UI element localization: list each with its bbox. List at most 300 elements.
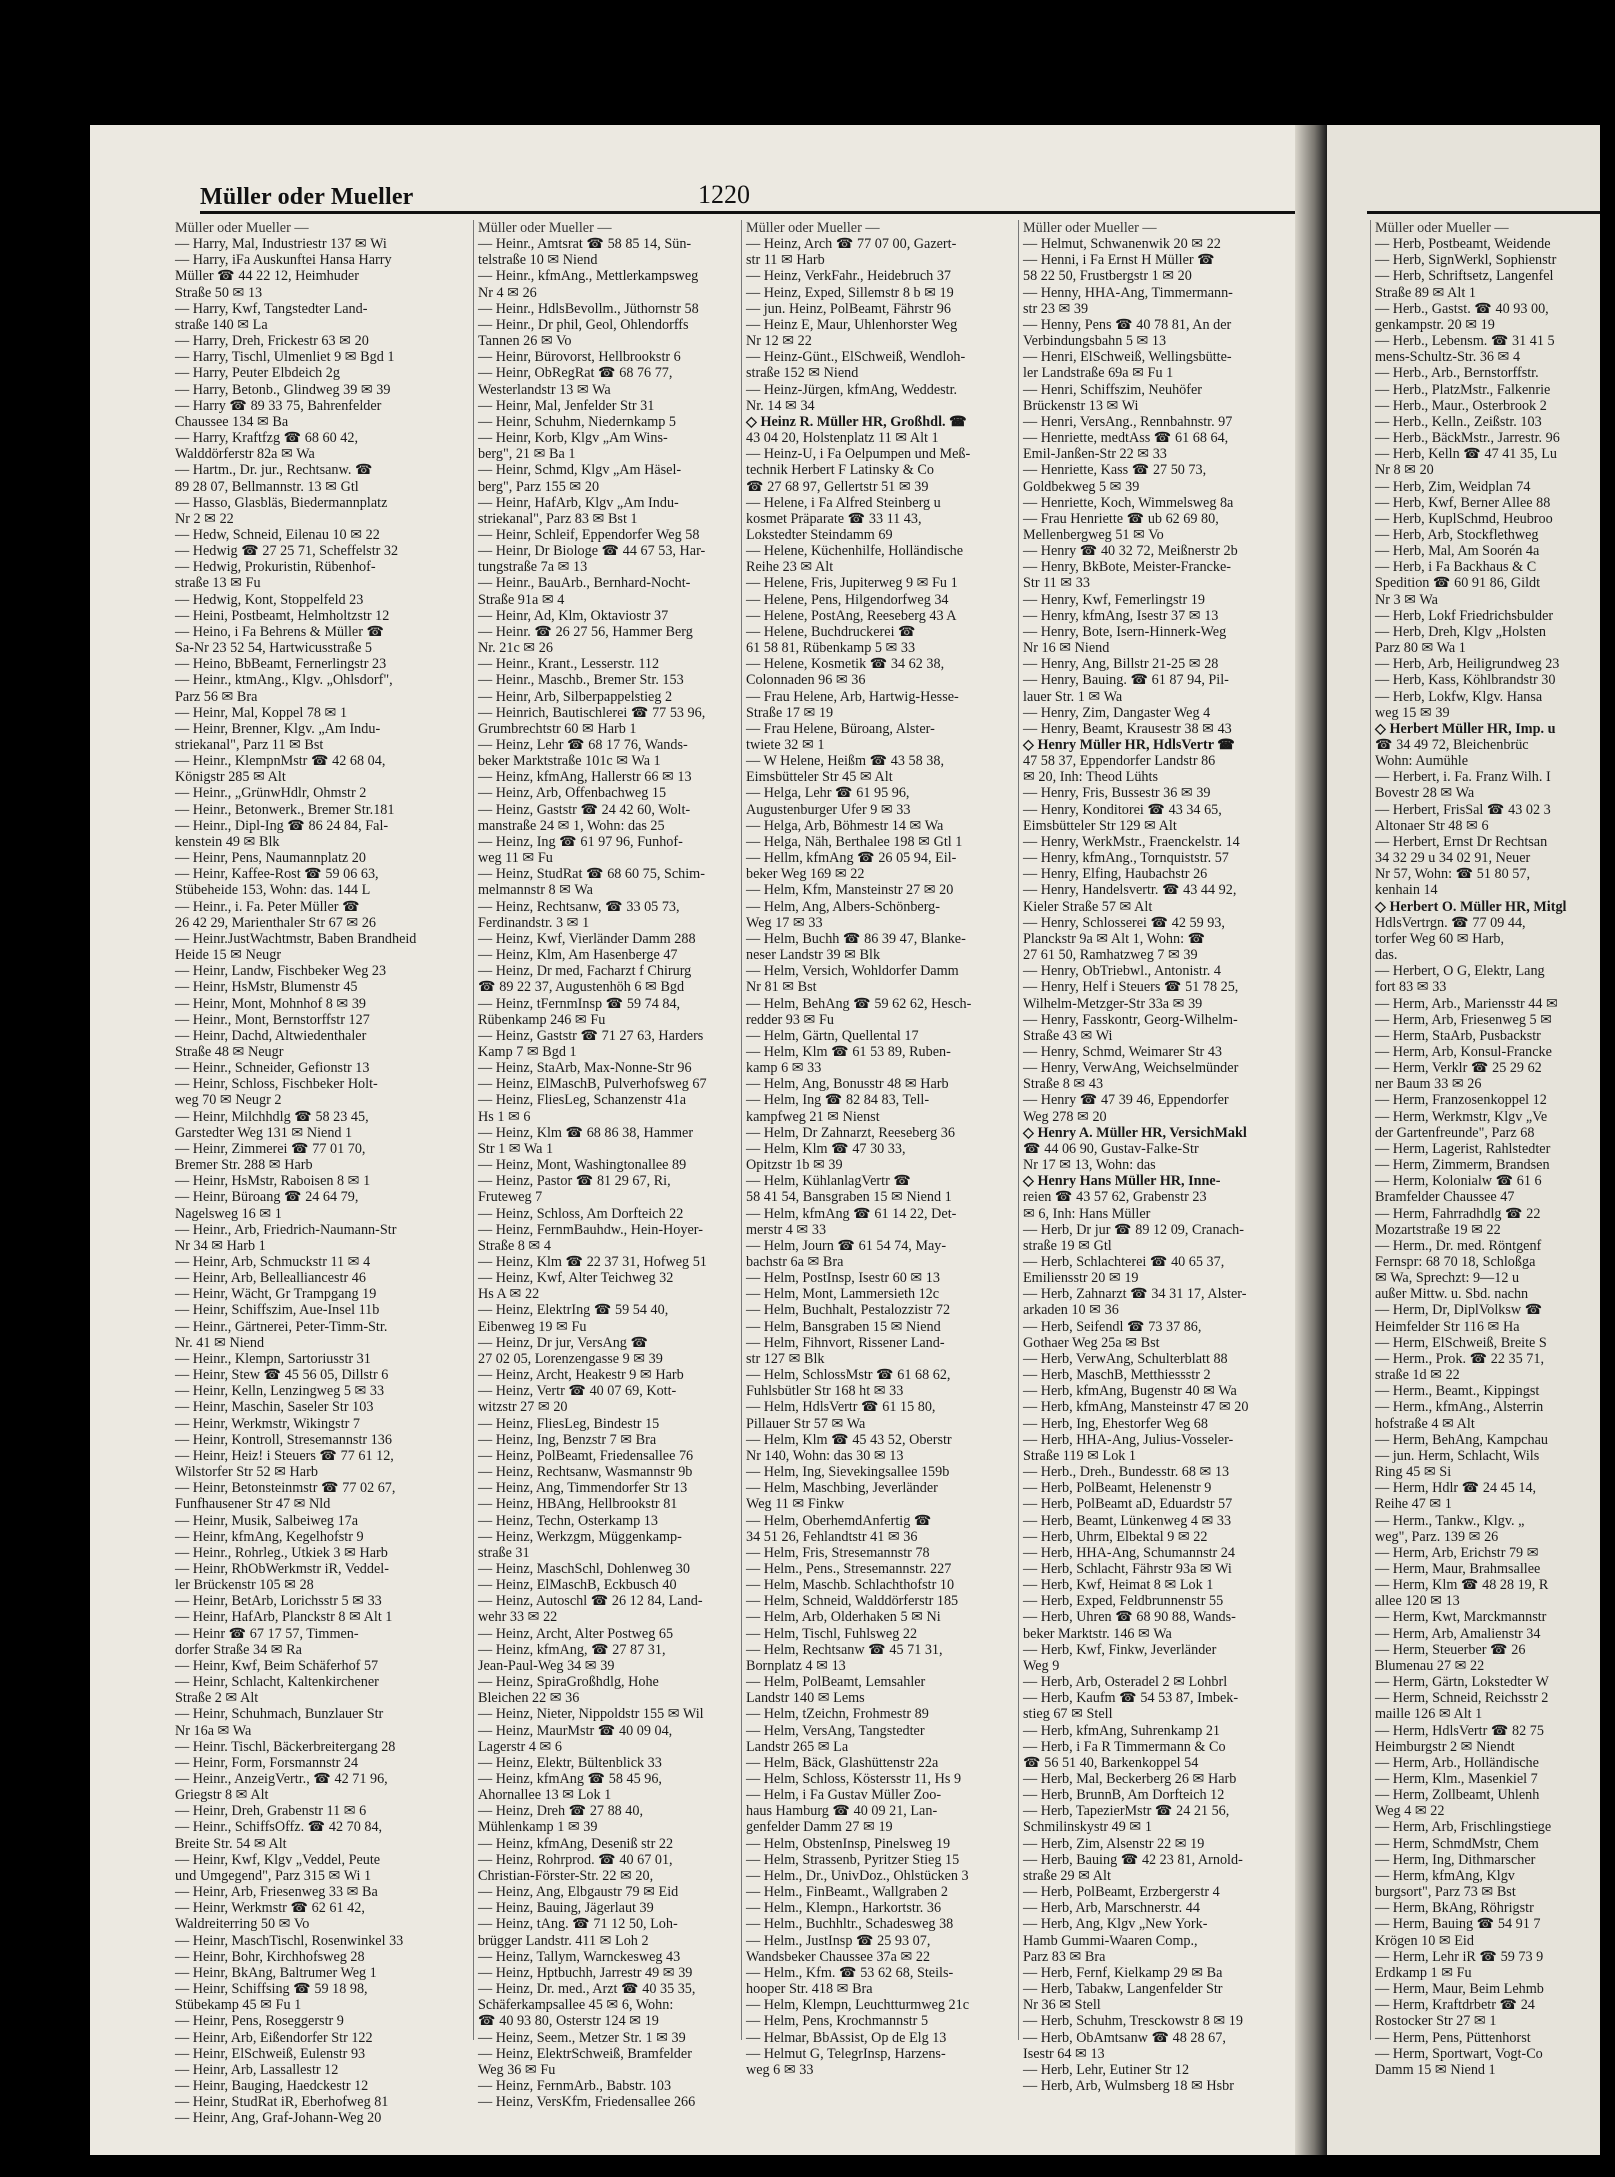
directory-entry: — Heinr, Zimmerei ☎ 77 01 70, [175, 1140, 366, 1157]
directory-entry: — Harry, Dreh, Frickestr 63 ✉ 20 [175, 333, 369, 350]
directory-entry: — Heinr, Arb, Eißendorfer Str 122 [175, 2029, 373, 2046]
directory-entry: berg", 21 ✉ Ba 1 [478, 446, 576, 463]
directory-entry: — Heinr, Maschin, Saseler Str 103 [175, 1399, 374, 1416]
directory-entry: — Herb, Beamt, Lünkenweg 4 ✉ 33 [1023, 1512, 1232, 1529]
directory-entry: Hamb Gummi-Waaren Comp., [1023, 1932, 1198, 1949]
directory-entry: — Herm, Kwt, Marckmannstr [1375, 1609, 1547, 1626]
directory-entry: 47 58 37, Eppendorfer Landstr 86 [1023, 753, 1216, 770]
directory-entry: — Heinr, Schloss, Fischbeker Holt- [175, 1076, 378, 1093]
directory-entry: Stübeheide 153, Wohn: das. 144 L [175, 882, 371, 899]
directory-entry: — Herb, Arb, Heiligrundweg 23 [1375, 656, 1560, 673]
directory-entry: kamp 6 ✉ 33 [746, 1060, 822, 1077]
directory-entry: — Heinz, Tallym, Warnckesweg 43 [478, 1948, 681, 1965]
directory-entry: — Helmar, BbAssist, Op de Elg 13 [746, 2029, 947, 2046]
directory-entry: — Heinr, Schlacht, Kaltenkirchener [175, 1674, 379, 1691]
directory-entry: — W Helene, Heißm ☎ 43 58 38, [746, 753, 945, 770]
directory-entry: striekanal", Parz 11 ✉ Bst [175, 737, 324, 753]
directory-entry: — Heinz, Arch ☎ 77 07 00, Gazert- [746, 236, 957, 253]
directory-entry: — Herb, Zahnarzt ☎ 34 31 17, Alster- [1023, 1286, 1247, 1303]
directory-entry: — Hellm, kfmAng ☎ 26 05 94, Eil- [746, 850, 957, 867]
directory-entry: Kamp 7 ✉ Bgd 1 [478, 1043, 577, 1060]
directory-entry: — Heinz, Elektr, Bültenblick 33 [478, 1754, 662, 1771]
directory-entry: — Heinz, Bauing, Jägerlaut 39 [478, 1900, 654, 1917]
directory-entry: Walddörferstr 82a ✉ Wa [175, 446, 315, 463]
directory-entry: Müller oder Mueller — [175, 220, 309, 236]
directory-entry: — Herm, Arb, Friesenweg 5 ✉ [1375, 1011, 1552, 1028]
directory-entry: fort 83 ✉ 33 [1375, 979, 1447, 996]
directory-entry: — Heinz, MaschSchl, Dohlenweg 30 [478, 1560, 690, 1577]
directory-entry: — Heinrich, Bautischlerei ☎ 77 53 96, [478, 704, 706, 721]
directory-entry: — Herb, Lokfw, Klgv. Hansa [1375, 688, 1543, 705]
directory-entry: Nr 81 ✉ Bst [746, 979, 817, 996]
directory-entry: — Herm, Fahrradhdlg ☎ 22 [1375, 1205, 1541, 1222]
directory-entry: Müller oder Mueller — [1375, 220, 1509, 236]
directory-entry: — Heinz E, Maur, Uhlenhorster Weg [746, 316, 958, 333]
directory-entry: Reihe 47 ✉ 1 [1375, 1496, 1452, 1513]
directory-entry: Schmilinskystr 49 ✉ 1 [1023, 1819, 1152, 1836]
directory-entry: — Herm, Sportwart, Vogt-Co [1375, 2045, 1543, 2062]
directory-entry: — Heinr, Kwf, Klgv „Veddel, Peute [175, 1851, 381, 1868]
directory-entry: — Heino, i Fa Behrens & Müller ☎ [175, 623, 385, 640]
directory-entry: — Helm., Klempn., Harkortstr. 36 [746, 1900, 942, 1917]
directory-entry: — Heini, Postbeamt, Helmholtzstr 12 [175, 607, 390, 624]
directory-entry: — Henry, VerwAng, Weichselmünder [1023, 1060, 1239, 1077]
directory-entry: Chaussee 134 ✉ Ba [175, 413, 289, 430]
directory-entry: ler Landstraße 69a ✉ Fu 1 [1023, 365, 1174, 382]
directory-entry: ☎ 27 68 97, Gellertstr 51 ✉ 39 [746, 478, 929, 495]
directory-entry: — Heinr., Klempn, Sartoriusstr 31 [175, 1350, 371, 1367]
directory-entry: ler Brückenstr 105 ✉ 28 [175, 1577, 314, 1594]
directory-entry: — Herb, SignWerkl, Sophienstr [1375, 252, 1557, 269]
directory-entry: — Henry, Schlosserei ☎ 42 59 93, [1023, 914, 1225, 931]
directory-entry: — Herm, BkAng, Röhrigstr [1375, 1900, 1534, 1917]
book-gutter [1295, 125, 1327, 2155]
directory-entry: — Hedw, Schneid, Eilenau 10 ✉ 22 [175, 526, 380, 543]
directory-entry: — Heinr, Milchhdlg ☎ 58 23 45, [175, 1108, 369, 1125]
directory-entry: — Henry, Ang, Billstr 21-25 ✉ 28 [1023, 656, 1219, 673]
directory-entry: das. [1375, 947, 1398, 964]
directory-entry: — Heinr, Bohr, Kirchhofsweg 28 [175, 1948, 365, 1965]
directory-entry: — Heinz, StaArb, Max-Nonne-Str 96 [478, 1060, 692, 1077]
directory-entry: straße 1d ✉ 22 [1375, 1367, 1460, 1384]
directory-entry: — Heinr, Pens, Naumannplatz 20 [175, 850, 366, 867]
directory-entry: 58 41 54, Bansgraben 15 ✉ Niend 1 [746, 1189, 952, 1206]
directory-entry: Breite Str. 54 ✉ Alt [175, 1835, 287, 1852]
directory-entry: — Henry, Fasskontr, Georg-Wilhelm- [1023, 1011, 1238, 1028]
directory-entry: ◇ Herbert O. Müller HR, Mitgl [1375, 898, 1567, 915]
directory-entry: — Herb, i Fa Backhaus & C [1375, 559, 1537, 576]
directory-entry: — Helene, Küchenhilfe, Holländische [746, 543, 964, 560]
directory-columns [175, 220, 1295, 2127]
directory-entry: — Heinr ☎ 67 17 57, Timmen- [175, 1625, 359, 1642]
directory-entry: Nr 57, Wohn: ☎ 51 80 57, [1375, 866, 1530, 883]
directory-entry: Straße 119 ✉ Lok 1 [1023, 1447, 1137, 1464]
directory-entry: — Heinz, Schloss, Am Dorfteich 22 [478, 1205, 684, 1222]
directory-entry: — Heinr, HafArb, Klgv „Am Indu- [478, 494, 679, 511]
directory-entry: Straße 89 ✉ Alt 1 [1375, 284, 1476, 301]
directory-entry: Altonaer Str 48 ✉ 6 [1375, 817, 1489, 834]
directory-entry: — Herb, Dr jur ☎ 89 12 09, Cranach- [1023, 1221, 1244, 1238]
directory-entry: — Herm., Prok. ☎ 22 35 71, [1375, 1350, 1544, 1367]
directory-entry: — Henry, Beamt, Krausestr 38 ✉ 43 [1023, 720, 1232, 737]
directory-entry: — Herm, Pens, Püttenhorst [1375, 2029, 1531, 2046]
directory-entry: — Herb, Schlacht, Fährstr 93a ✉ Wi [1023, 1560, 1232, 1577]
directory-entry: — Herb, i Fa R Timmermann & Co [1023, 1738, 1226, 1755]
directory-entry: Königstr 285 ✉ Alt [175, 769, 286, 786]
directory-entry: — Helm, Ang, Bonusstr 48 ✉ Harb [746, 1076, 949, 1093]
directory-entry: Parz 56 ✉ Bra [175, 688, 258, 705]
directory-entry: — Herb, Zim, Alsenstr 22 ✉ 19 [1023, 1835, 1205, 1852]
directory-entry: kampfweg 21 ✉ Nienst [746, 1108, 880, 1125]
directory-entry: — Helm, Klempn, Leuchtturmweg 21c [746, 1997, 970, 2014]
directory-entry: Fruteweg 7 [478, 1189, 543, 1206]
directory-entry: — Helene, Fris, Jupiterweg 9 ✉ Fu 1 [746, 575, 958, 592]
directory-entry: — Herb., Lebensm. ☎ 31 41 5 [1375, 333, 1555, 350]
directory-column-2 [473, 220, 746, 2111]
directory-entry: Wilhelm-Metzger-Str 33a ✉ 39 [1023, 995, 1203, 1012]
directory-entry: — Heinz, Pastor ☎ 81 29 67, Ri, [478, 1173, 671, 1190]
directory-entry: — Herm, Lagerist, Rahlstedter [1375, 1140, 1551, 1157]
directory-entry: Straße 17 ✉ 19 [746, 704, 834, 721]
directory-entry: — Heinz, HBAng, Hellbrookstr 81 [478, 1496, 678, 1513]
directory-entry: Rübenkamp 246 ✉ Fu [478, 1011, 606, 1028]
directory-entry: Nr 2 ✉ 22 [175, 510, 234, 527]
directory-entry: — Heinr, BkAng, Baltrumer Weg 1 [175, 1964, 377, 1981]
directory-entry: — Helm, kfmAng ☎ 61 14 22, Det- [746, 1205, 957, 1222]
directory-entry: Brückenstr 13 ✉ Wi [1023, 397, 1139, 414]
directory-entry: Planckstr 9a ✉ Alt 1, Wohn: ☎ [1023, 930, 1206, 947]
directory-entry: ◇ Herbert Müller HR, Imp. u [1375, 720, 1556, 737]
directory-entry: — Herm, Bauing ☎ 54 91 7 [1375, 1916, 1541, 1933]
directory-entry: — Herm, StaArb, Pusbackstr [1375, 1027, 1541, 1044]
directory-entry: — Henry ☎ 40 32 72, Meißnerstr 2b [1023, 543, 1238, 560]
directory-entry: — Heinz, Klm, Am Hasenberge 47 [478, 947, 678, 964]
directory-entry: — Heinr., Rohrleg., Utkiek 3 ✉ Harb [175, 1544, 388, 1561]
directory-entry: Funfhausener Str 47 ✉ Nld [175, 1496, 331, 1513]
directory-entry: — Helm, VersAng, Tangstedter [746, 1722, 925, 1739]
directory-entry: Nr 3 ✉ Wa [1375, 591, 1438, 608]
directory-entry: — Herb, VerwAng, Schulterblatt 88 [1023, 1350, 1228, 1367]
directory-entry: — Herb, Lehr, Eutiner Str 12 [1023, 2061, 1190, 2078]
directory-entry: — Heinr, Schleif, Eppendorfer Weg 58 [478, 526, 700, 543]
directory-entry: — Herm, Arb., Mariensstr 44 ✉ [1375, 995, 1558, 1012]
directory-entry: arkaden 10 ✉ 36 [1023, 1302, 1119, 1319]
directory-entry: — jun. Heinz, PolBeamt, Fährstr 96 [746, 300, 951, 317]
directory-entry: — Herm, Zimmerm, Brandsen [1375, 1157, 1550, 1174]
directory-entry: beker Marktstraße 101c ✉ Wa 1 [478, 753, 661, 770]
directory-entry: Ahornallee 13 ✉ Lok 1 [478, 1787, 612, 1804]
directory-entry: — Heinr, Korb, Klgv „Am Wins- [478, 430, 668, 447]
directory-entry: — Helm, Ing, Sievekingsallee 159b [746, 1464, 950, 1481]
directory-entry: — Helmut, Schwanenwik 20 ✉ 22 [1023, 236, 1221, 253]
directory-entry: Eibenweg 19 ✉ Fu [478, 1318, 587, 1335]
directory-entry: maille 126 ✉ Alt 1 [1375, 1706, 1483, 1723]
directory-entry: — Herb., Kelln., Zeißstr. 103 [1375, 413, 1542, 430]
directory-entry: außer Mittw. u. Sbd. nachn [1375, 1286, 1529, 1303]
directory-entry: Bleichen 22 ✉ 36 [478, 1690, 580, 1707]
directory-entry: Müller oder Mueller — [746, 220, 880, 236]
directory-entry: — Helene, PostAng, Reeseberg 43 A [746, 607, 957, 624]
directory-entry: weg 11 ✉ Fu [478, 850, 553, 867]
directory-entry: — Heinr, Landw, Fischbeker Weg 23 [175, 963, 387, 980]
directory-entry: — Helm, Buchhalt, Pestalozzistr 72 [746, 1302, 951, 1319]
directory-entry: — Henry, Bauing. ☎ 61 87 94, Pil- [1023, 672, 1229, 689]
directory-entry: — Herb., Maur., Osterbrook 2 [1375, 397, 1547, 414]
directory-column-4 [1018, 220, 1291, 2094]
directory-entry: Wandsbeker Chaussee 37a ✉ 22 [746, 1948, 931, 1965]
directory-column-3 [741, 220, 1014, 2078]
directory-entry: — Heinz, Rechtsanw, ☎ 33 05 73, [478, 898, 680, 915]
directory-entry: — Heinz, Seem., Metzer Str. 1 ✉ 39 [478, 2029, 686, 2046]
directory-entry: — Henry, Helf i Steuers ☎ 51 78 25, [1023, 979, 1239, 996]
directory-entry: Krögen 10 ✉ Eid [1375, 1932, 1474, 1949]
directory-entry: — Heinz, Archt, Heakestr 9 ✉ Harb [478, 1367, 684, 1384]
directory-entry: — Heinr., Krant., Lesserstr. 112 [478, 656, 660, 673]
directory-entry: str 127 ✉ Blk [746, 1350, 825, 1367]
directory-entry: — Helm, Bäck, Glashüttenstr 22a [746, 1754, 939, 1771]
directory-entry: 61 58 81, Rübenkamp 5 ✉ 33 [746, 640, 916, 657]
directory-entry: — Herb, Bauing ☎ 42 23 81, Arnold- [1023, 1851, 1243, 1868]
directory-entry: striekanal", Parz 83 ✉ Bst 1 [478, 510, 638, 527]
directory-entry: ✉ Wa, Sprechzt: 9—12 u [1375, 1270, 1520, 1287]
directory-entry: — Heinz, Arb, Offenbachweg 15 [478, 785, 667, 802]
directory-entry: — Heinz, Dreh ☎ 27 88 40, [478, 1803, 644, 1820]
directory-entry: — Heinz, ElektrSchweiß, Bramfelder [478, 2045, 692, 2062]
directory-entry: torfer Weg 60 ✉ Harb, [1375, 930, 1505, 947]
directory-entry: weg", Parz. 139 ✉ 26 [1375, 1528, 1499, 1545]
directory-entry: — Herbert, Ernst Dr Rechtsan [1375, 833, 1548, 850]
directory-entry: — Heinr., BauArb., Bernhard-Nocht- [478, 575, 691, 592]
directory-entry: Erdkamp 1 ✉ Fu [1375, 1964, 1472, 1981]
directory-entry: der Gartenfreunde", Parz 68 [1375, 1124, 1535, 1141]
directory-entry: — Helm, Strassenb, Pyritzer Stieg 15 [746, 1851, 960, 1868]
directory-entry: — Herm, BehAng, Kampchau [1375, 1431, 1548, 1448]
directory-entry: — Herm, HdlsVertr ☎ 82 75 [1375, 1722, 1544, 1739]
directory-entry: — Herm, Arb, Amalienstr 34 [1375, 1625, 1541, 1642]
directory-entry: — Herb, Postbeamt, Weidende [1375, 236, 1551, 253]
directory-entry: Waldreiterring 50 ✉ Vo [175, 1916, 310, 1933]
directory-entry: — Helm, Maschb. Schlachthofstr 10 [746, 1577, 955, 1594]
directory-entry: — Harry ☎ 89 33 75, Bahrenfelder [175, 397, 382, 414]
directory-entry: — Herm, Zollbeamt, Uhlenh [1375, 1787, 1540, 1804]
directory-entry: stieg 67 ✉ Stell [1023, 1706, 1113, 1723]
directory-entry: — Heinz, PolBeamt, Friedensallee 76 [478, 1447, 694, 1464]
directory-entry: — Henry, kfmAng., Tornquiststr. 57 [1023, 850, 1229, 867]
directory-entry: — Heinz, Kwf, Alter Teichweg 32 [478, 1270, 674, 1287]
directory-entry: — Herm, Arb, Konsul-Francke [1375, 1043, 1552, 1060]
directory-entry: — Frau Helene, Büroang, Alster- [746, 720, 935, 737]
directory-entry: dorfer Straße 34 ✉ Ra [175, 1641, 302, 1658]
directory-entry: — Herb, Kwf, Heimat 8 ✉ Lok 1 [1023, 1577, 1214, 1594]
directory-entry: — Heinr, HsMstr, Raboisen 8 ✉ 1 [175, 1173, 371, 1190]
directory-entry: merstr 4 ✉ 33 [746, 1221, 827, 1238]
directory-entry: — Heinz, FernmBauhdw., Hein-Hoyer- [478, 1221, 703, 1238]
directory-entry: — Heinz, Dr jur, VersAng ☎ [478, 1334, 649, 1351]
directory-entry: — Herm, Lehr iR ☎ 59 73 9 [1375, 1948, 1544, 1965]
directory-entry: neser Landstr 39 ✉ Blk [746, 947, 881, 964]
directory-entry: — Herb, Uhrm, Elbektal 9 ✉ 22 [1023, 1528, 1208, 1545]
directory-entry: — Heinz, Hptbuchh, Jarrestr 49 ✉ 39 [478, 1964, 693, 1981]
directory-entry: — Heinr, Kelln, Lenzingweg 5 ✉ 33 [175, 1383, 385, 1400]
directory-entry: — Heinz, Vertr ☎ 40 07 69, Kott- [478, 1383, 677, 1400]
directory-entry: Mozartstraße 19 ✉ 22 [1375, 1221, 1501, 1238]
directory-entry: ◇ Henry A. Müller HR, VersichMakl [1023, 1124, 1247, 1141]
directory-entry: Opitzstr 1b ✉ 39 [746, 1157, 843, 1174]
directory-entry: — Herm, Werkmstr, Klgv „Ve [1375, 1108, 1548, 1125]
directory-entry: — Heinr, Kaffee-Rost ☎ 59 06 63, [175, 866, 379, 883]
directory-entry: — Henry, WerkMstr., Fraenckelstr. 14 [1023, 833, 1240, 850]
directory-entry: — Herm, Franzosenkoppel 12 [1375, 1092, 1547, 1109]
directory-entry: — Herm, Maur, Beim Lehmb [1375, 1981, 1544, 1998]
directory-entry: — Helm, ObstenInsp, Pinelsweg 19 [746, 1835, 951, 1852]
directory-entry: — Heinr, Kontroll, Stresemannstr 136 [175, 1431, 392, 1448]
directory-entry: — Herb, Schriftsetz, Langenfel [1375, 268, 1554, 285]
directory-entry: — Helga, Arb, Böhmestr 14 ✉ Wa [746, 817, 944, 834]
directory-entry: — Herb, Mal, Am Soorén 4a [1375, 543, 1540, 560]
directory-entry: — Heinz, ElektrIng ☎ 59 54 40, [478, 1302, 669, 1319]
directory-entry: — Herb, Kaufm ☎ 54 53 87, Imbek- [1023, 1690, 1239, 1707]
directory-entry: — jun. Herm, Schlacht, Wils [1375, 1447, 1540, 1464]
directory-entry: — Heinr, Musik, Salbeiweg 17a [175, 1512, 359, 1529]
directory-entry: — Herm, Kolonialw ☎ 61 6 [1375, 1173, 1542, 1190]
directory-entry: beker Marktstr. 146 ✉ Wa [1023, 1625, 1172, 1642]
directory-entry: Eimsbütteler Str 129 ✉ Alt [1023, 817, 1177, 834]
directory-entry: Damm 15 ✉ Niend 1 [1375, 2061, 1496, 2078]
directory-entry: — Helm., Kfm. ☎ 53 62 68, Steils- [746, 1964, 954, 1981]
directory-entry: Nr 12 ✉ 22 [746, 333, 812, 350]
directory-entry: Pillauer Str 57 ✉ Wa [746, 1415, 866, 1432]
directory-entry: Straße 8 ✉ 43 [1023, 1076, 1104, 1093]
directory-entry: — Henry ☎ 47 39 46, Eppendorfer [1023, 1092, 1229, 1109]
directory-entry: Sa-Nr 23 52 54, Hartwicusstraße 5 [175, 640, 373, 657]
directory-entry: Straße 8 ✉ 4 [478, 1237, 551, 1254]
directory-entry: — Herb., BäckMstr., Jarrestr. 96 [1375, 430, 1560, 447]
directory-entry: — Herb, Schlachterei ☎ 40 65 37, [1023, 1254, 1225, 1270]
directory-entry: redder 93 ✉ Fu [746, 1011, 834, 1028]
directory-entry: Str 1 ✉ Wa 1 [478, 1140, 554, 1157]
directory-entry: — Harry, iFa Auskunftei Hansa Harry [175, 252, 392, 269]
directory-entry: — Helm, Fris, Stresemannstr 78 [746, 1544, 930, 1561]
directory-entry: — Herm, Klm., Masenkiel 7 [1375, 1771, 1538, 1787]
directory-entry: Schäferkampsallee 45 ✉ 6, Wohn: [478, 1997, 674, 2014]
directory-entry: — Heinr., Schneider, Gefionstr 13 [175, 1060, 370, 1077]
directory-entry: — Heinz, Mont, Washingtonallee 89 [478, 1157, 687, 1174]
directory-entry: Nr 36 ✉ Stell [1023, 1997, 1101, 2014]
directory-entry: 34 51 26, Fehlandtstr 41 ✉ 36 [746, 1528, 918, 1545]
directory-entry: Nr 17 ✉ 13, Wohn: das [1023, 1157, 1156, 1174]
directory-entry: — Helm, i Fa Gustav Müller Zoo- [746, 1787, 942, 1804]
directory-entry: — Heinr, Mal, Koppel 78 ✉ 1 [175, 704, 348, 721]
directory-entry: Stübekamp 45 ✉ Fu 1 [175, 1997, 302, 2014]
directory-entry: reien ☎ 43 57 62, Grabenstr 23 [1023, 1189, 1207, 1206]
directory-entry: — Frau Helene, Arb, Hartwig-Hesse- [746, 688, 959, 705]
directory-entry: — Herb, ObAmtsanw ☎ 48 28 67, [1023, 2029, 1226, 2046]
directory-entry: — Heinr, BetArb, Lorichsstr 5 ✉ 33 [175, 1593, 382, 1610]
directory-entry: — Heinz, Autoschl ☎ 26 12 84, Land- [478, 1593, 703, 1610]
directory-entry: — Heinr, Mont, Mohnhof 8 ✉ 39 [175, 995, 367, 1012]
directory-entry: ☎ 89 22 37, Augustenhöh 6 ✉ Bgd [478, 979, 685, 996]
directory-entry: Bornplatz 4 ✉ 13 [746, 1657, 846, 1674]
directory-entry: — Heinz, FernmArb., Babstr. 103 [478, 2077, 672, 2094]
directory-entry: — Helm, Bansgraben 15 ✉ Niend [746, 1318, 941, 1335]
directory-entry: — Henriette, Koch, Wimmelsweg 8a [1023, 494, 1234, 511]
directory-entry: Colonnaden 96 ✉ 36 [746, 672, 866, 689]
directory-entry: manstraße 24 ✉ 1, Wohn: das 25 [478, 817, 665, 834]
directory-entry: haus Hamburg ☎ 40 09 21, Lan- [746, 1803, 938, 1820]
directory-entry: — Henry, Elfing, Haubachstr 26 [1023, 866, 1208, 883]
directory-entry: — Herb, KuplSchmd, Heubroo [1375, 510, 1553, 527]
directory-entry: — Helm., JustInsp ☎ 25 93 07, [746, 1932, 931, 1949]
directory-entry: — Henry, Fris, Bussestr 36 ✉ 39 [1023, 785, 1211, 802]
directory-entry: 27 61 50, Ramhatzweg 7 ✉ 39 [1023, 947, 1198, 964]
directory-entry: Mellenbergweg 51 ✉ Vo [1023, 526, 1164, 543]
directory-entry: ◇ Henry Müller HR, HdlsVertr ☎ [1023, 737, 1235, 753]
directory-entry: — Helm, Ang, Albers-Schönberg- [746, 898, 941, 915]
directory-entry: — Heinr, Stew ☎ 45 56 05, Dillstr 6 [175, 1367, 389, 1384]
directory-entry: — Heinr., Dr phil, Geol, Ohlendorffs [478, 316, 689, 333]
directory-entry: — Helm, Tischl, Fuhlsweg 22 [746, 1625, 918, 1642]
directory-entry: — Herm, Maur, Brahmsallee [1375, 1560, 1541, 1577]
directory-entry: str 23 ✉ 39 [1023, 300, 1089, 317]
directory-entry: — Herb, Uhren ☎ 68 90 88, Wands- [1023, 1609, 1236, 1626]
directory-entry: 26 42 29, Marienthaler Str 67 ✉ 26 [175, 914, 377, 931]
directory-entry: ✉ 20, Inh: Theod Lühts [1023, 769, 1158, 786]
directory-entry: — Herb., Gastst. ☎ 40 93 00, [1375, 300, 1549, 317]
directory-entry: — Heinr., kfmAng., Mettlerkampsweg [478, 268, 699, 285]
directory-entry: — Herm, Hdlr ☎ 24 45 14, [1375, 1480, 1537, 1497]
directory-entry: — Heinz, tFernmInsp ☎ 59 74 84, [478, 995, 681, 1012]
directory-entry: straße 152 ✉ Niend [746, 365, 859, 382]
directory-entry: — Heinz, FliesLeg, Bindestr 15 [478, 1415, 660, 1432]
directory-entry: brügger Landstr. 411 ✉ Loh 2 [478, 1932, 649, 1949]
directory-entry: — Henry, ObTriebwl., Antonistr. 4 [1023, 963, 1221, 980]
directory-entry: — Heinr, Dachd, Altwiedenthaler [175, 1027, 367, 1044]
directory-entry: 43 04 20, Holstenplatz 11 ✉ Alt 1 [746, 430, 939, 447]
directory-entry: — Henny, HHA-Ang, Timmermann- [1023, 284, 1233, 301]
directory-entry: — Helm, Rechtsanw ☎ 45 71 31, [746, 1641, 943, 1658]
directory-entry: — Herm., kfmAng., Alsterrin [1375, 1399, 1544, 1416]
directory-entry: Goldbekweg 5 ✉ 39 [1023, 478, 1140, 495]
directory-entry: — Heinz, StudRat ☎ 68 60 75, Schim- [478, 866, 705, 883]
directory-entry: 27 02 05, Lorenzengasse 9 ✉ 39 [478, 1350, 663, 1367]
directory-entry: Weg 11 ✉ Finkw [746, 1496, 845, 1513]
directory-entry: — Heinz, Klm ☎ 68 86 38, Hammer [478, 1124, 694, 1141]
directory-entry: — Heinr, Werkmstr, Wikingstr 7 [175, 1415, 360, 1432]
directory-entry: Weg 17 ✉ 33 [746, 914, 823, 931]
directory-entry: — Herb, BrunnB, Am Dorfteich 12 [1023, 1787, 1225, 1804]
directory-entry: Weg 4 ✉ 22 [1375, 1803, 1445, 1820]
directory-entry: — Helm, KühlanlagVertr ☎ [746, 1173, 912, 1190]
directory-entry: — Heinz, SpiraGroßhdlg, Hohe [478, 1674, 659, 1691]
directory-entry: — Herm, SchmdMstr, Chem [1375, 1835, 1539, 1852]
directory-entry: — Herb, PolBeamt, Erzbergerstr 4 [1023, 1884, 1220, 1901]
directory-entry: — Herb, Kwf, Berner Allee 88 [1375, 494, 1551, 511]
directory-entry: — Heinz, Ang, Timmendorfer Str 13 [478, 1480, 688, 1497]
directory-entry: — Henri, VersAng., Rennbahnstr. 97 [1023, 413, 1233, 430]
directory-entry: Heimfelder Str 116 ✉ Ha [1375, 1318, 1520, 1335]
directory-entry: — Heinz, Nieter, Nippoldstr 155 ✉ Wil [478, 1706, 704, 1723]
directory-entry: — Helm, Buchh ☎ 86 39 47, Blanke- [746, 930, 966, 947]
directory-entry: Bramfelder Chaussee 47 [1375, 1189, 1515, 1206]
directory-entry: Müller oder Mueller — [1023, 220, 1157, 236]
directory-entry: — Heinr, Bürovorst, Hellbrookstr 6 [478, 349, 681, 366]
directory-entry: ner Baum 33 ✉ 26 [1375, 1076, 1482, 1093]
directory-entry: — Herb, Fernf, Kielkamp 29 ✉ Ba [1023, 1964, 1223, 1981]
directory-entry: — Henny, Pens ☎ 40 78 81, An der [1023, 316, 1232, 333]
directory-column-1 [175, 220, 443, 2127]
directory-entry: — Herm, Dr, DiplVolksw ☎ [1375, 1302, 1543, 1319]
directory-entry: Müller ☎ 44 22 12, Heimhuder [175, 268, 359, 285]
